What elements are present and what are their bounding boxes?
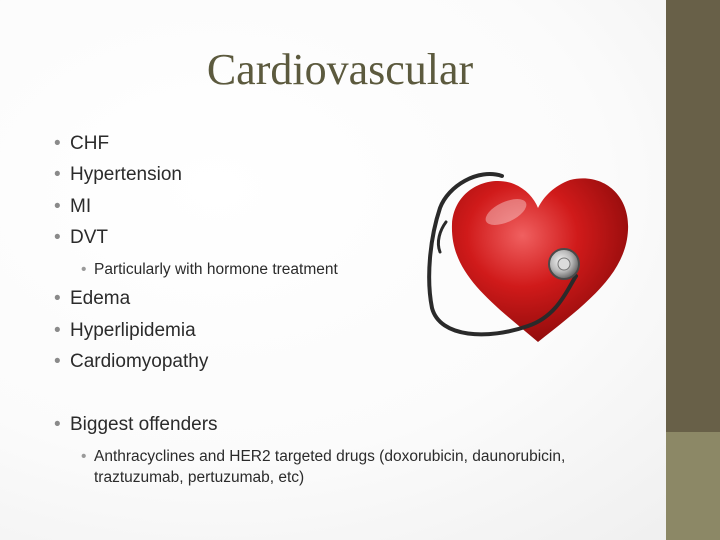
bullet-text: DVT bbox=[70, 227, 108, 248]
bullet-marker: • bbox=[54, 196, 61, 217]
sidebar-top-band bbox=[666, 0, 720, 432]
sidebar-bottom-band bbox=[666, 432, 720, 540]
bullet-text: Biggest offenders bbox=[70, 414, 218, 435]
heart-with-stethoscope-icon bbox=[418, 168, 658, 350]
bullet-marker: • bbox=[54, 133, 61, 154]
bullet-text: Cardiomyopathy bbox=[70, 351, 209, 372]
bullet-text: Edema bbox=[70, 288, 131, 309]
stethoscope-diaphragm bbox=[558, 258, 570, 270]
stethoscope-earpiece bbox=[438, 222, 446, 252]
bullet-marker: • bbox=[81, 448, 87, 465]
heart-shape bbox=[452, 178, 628, 342]
bullet-marker: • bbox=[81, 261, 87, 278]
bullet-text: Hyperlipidemia bbox=[70, 320, 196, 341]
bullet-marker: • bbox=[54, 164, 61, 185]
sidebar bbox=[666, 0, 720, 540]
bullet-marker: • bbox=[54, 288, 61, 309]
bullet-marker: • bbox=[54, 227, 61, 248]
slide-title: Cardiovascular bbox=[206, 45, 474, 94]
bullet-marker: • bbox=[54, 414, 61, 435]
bullet-text: MI bbox=[70, 196, 92, 217]
bullet-marker: • bbox=[54, 351, 61, 372]
bullet-marker: • bbox=[54, 320, 61, 341]
bullet-text: CHF bbox=[70, 133, 110, 154]
bullet-text: Particularly with hormone treatment bbox=[94, 261, 338, 278]
bullet-text: Anthracyclines and HER2 targeted drugs (doxorubicin, daunorubicin, traztuzumab, pertuzumab, etc) bbox=[94, 448, 566, 486]
bullet-text: Hypertension bbox=[70, 164, 182, 185]
